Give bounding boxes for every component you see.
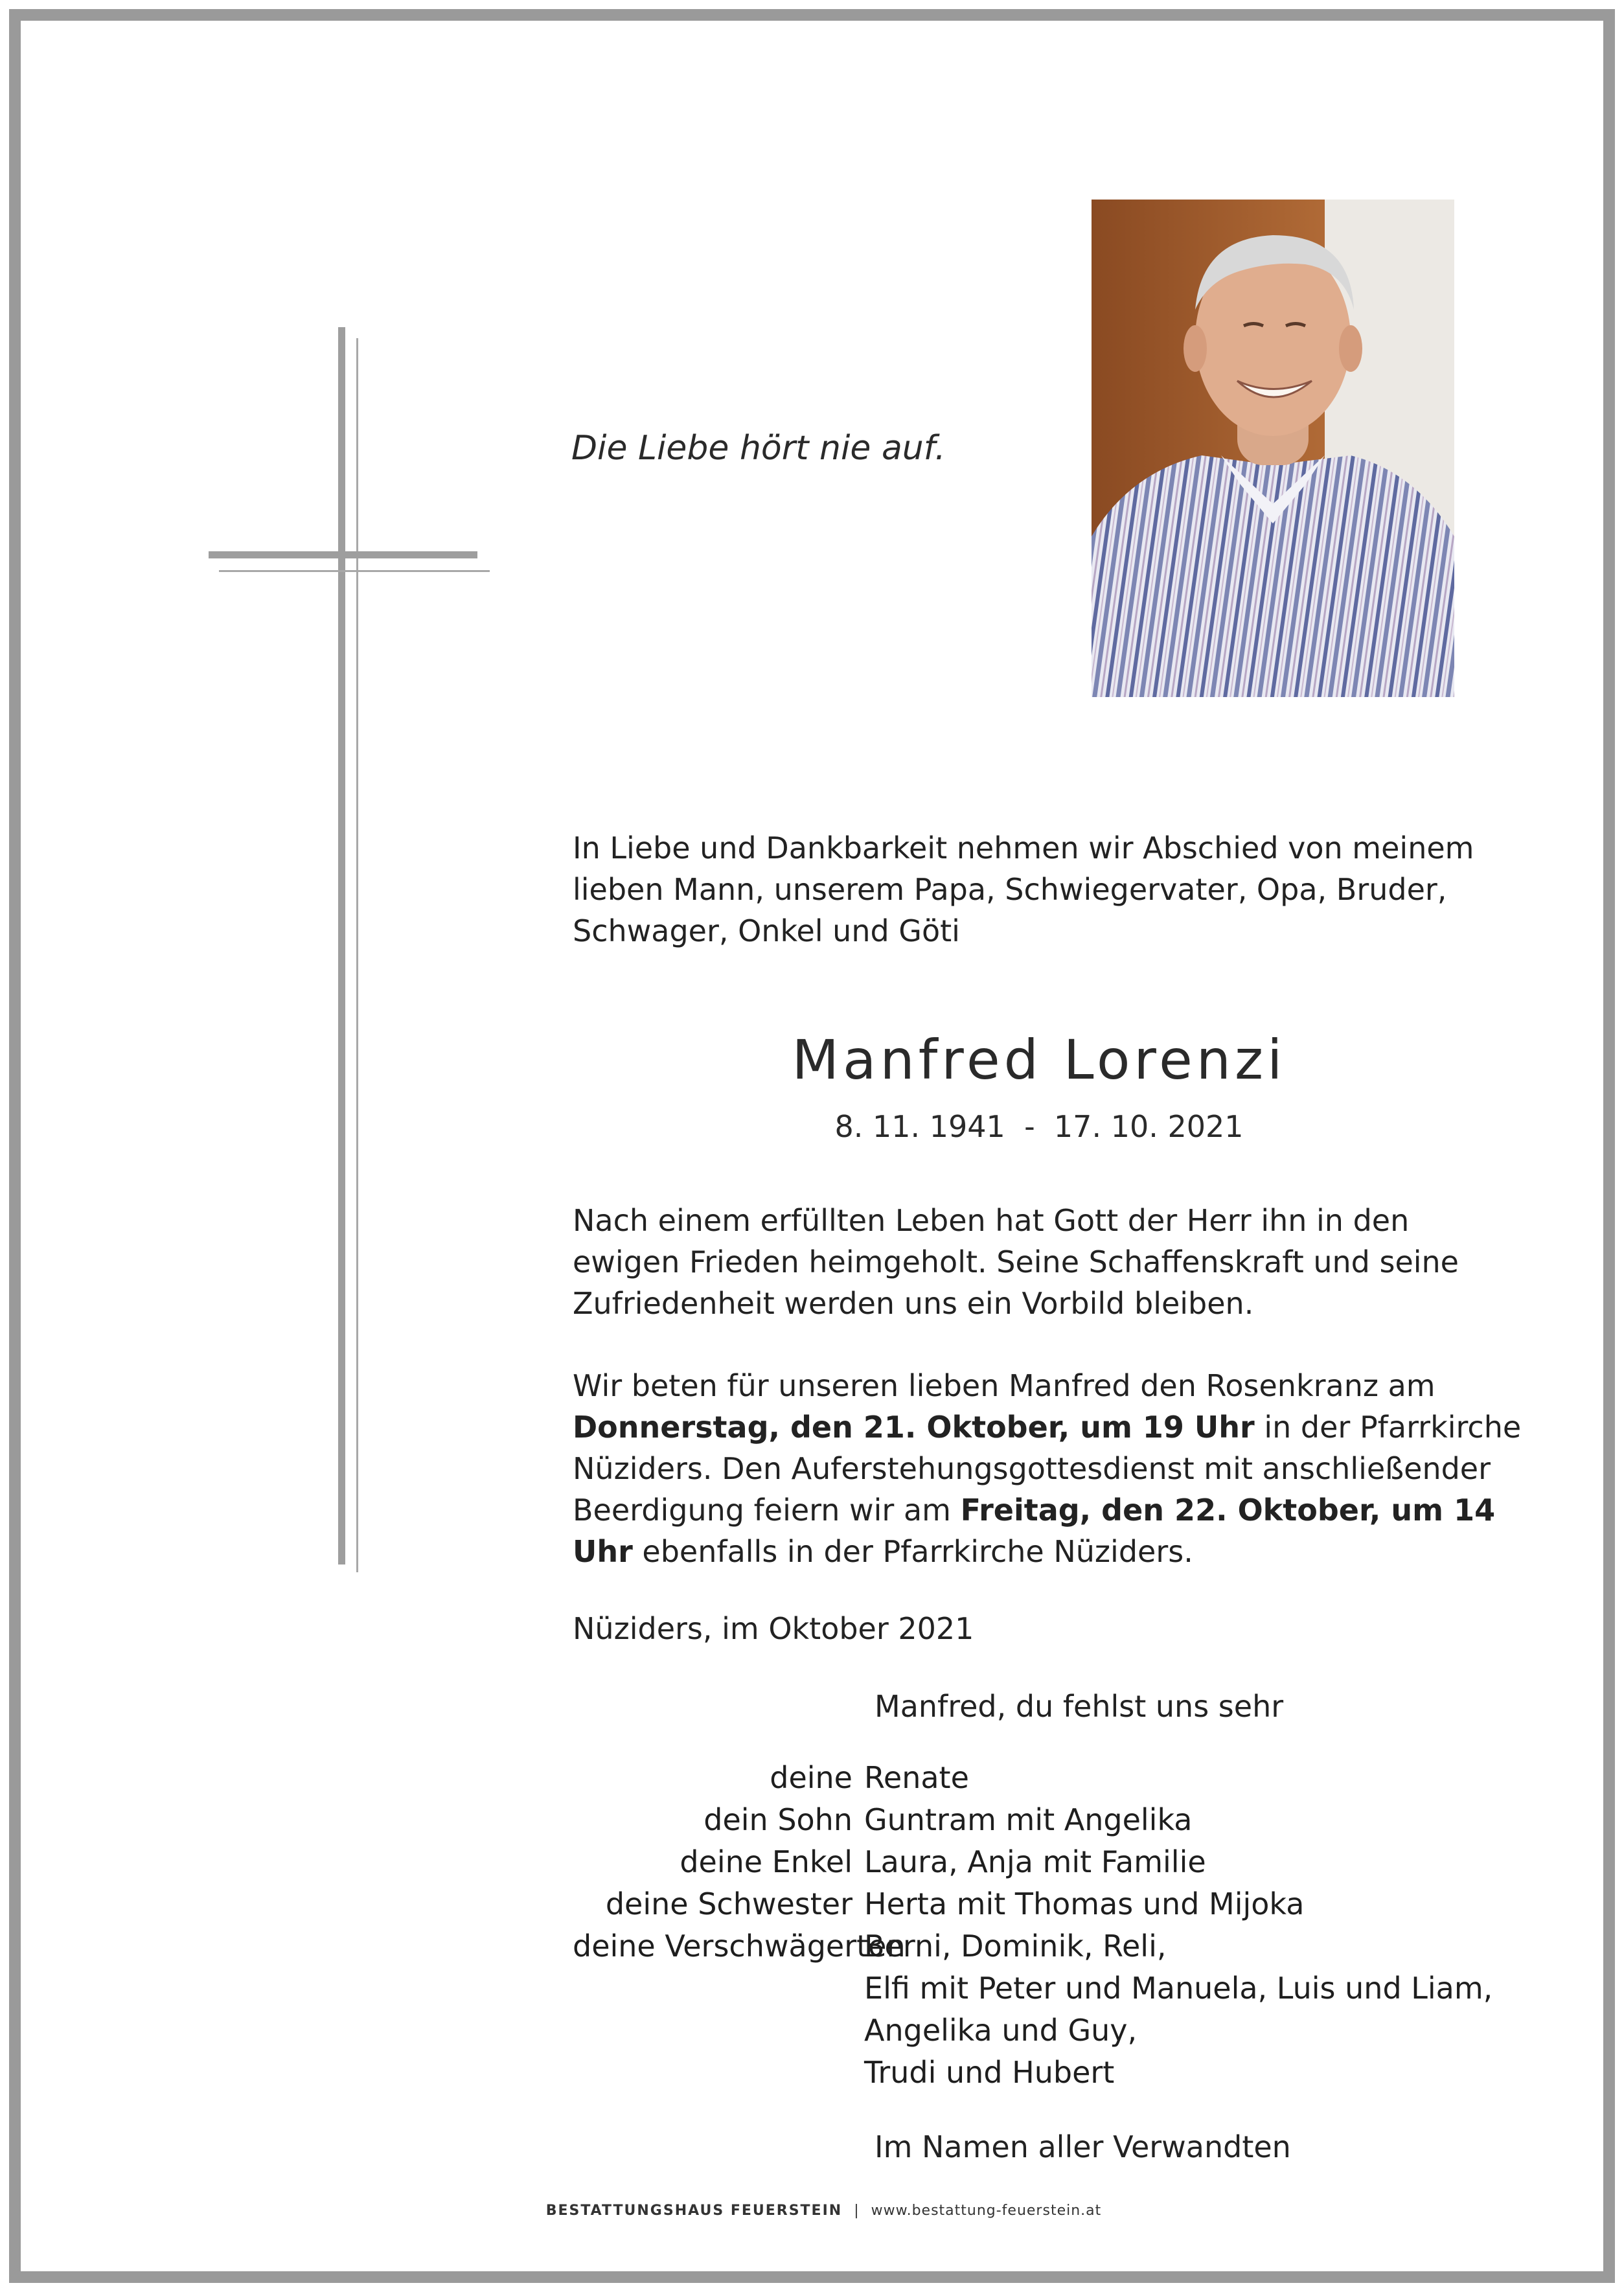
mourners-list bbox=[573, 1757, 1518, 2094]
website-link[interactable]: www.bestattung-feuerstein.at bbox=[871, 2203, 1102, 2219]
list-item bbox=[573, 2010, 1518, 2052]
farewell-line: Manfred, du fehlst uns sehr bbox=[875, 1689, 1284, 1724]
footer-separator: | bbox=[854, 2203, 860, 2219]
mourner-names: Laura, Anja mit Familie bbox=[864, 1844, 1206, 1879]
footer bbox=[21, 2203, 1624, 2219]
relation: deine bbox=[770, 1760, 852, 1795]
list-item bbox=[573, 2052, 1518, 2094]
list-item bbox=[573, 1757, 1518, 1799]
portrait-photo bbox=[1092, 200, 1454, 697]
services-text: Wir beten für unseren lieben Manfred den Rosenkranz am bbox=[573, 1368, 1435, 1403]
intro-text: In Liebe und Dankbarkeit nehmen wir Abschied von meinem lieben Mann, unserem Papa, Schwiegervater, Opa, Bruder, Schwager, Onkel und Göti bbox=[573, 831, 1474, 948]
list-item bbox=[573, 1925, 1518, 1967]
obituary-card bbox=[9, 9, 1615, 2283]
paragraph-services bbox=[573, 1365, 1525, 1572]
mourner-names: Guntram mit Angelika bbox=[864, 1802, 1193, 1837]
closing-line: Im Namen aller Verwandten bbox=[875, 2129, 1291, 2164]
relation: deine Schwester bbox=[605, 1886, 852, 1921]
life-dates: 8. 11. 1941 - 17. 10. 2021 bbox=[834, 1109, 1244, 1144]
mourner-names: Trudi und Hubert bbox=[864, 2055, 1115, 2090]
mourner-names: Herta mit Thomas und Mijoka bbox=[864, 1886, 1305, 1921]
deceased-name: Manfred Lorenzi bbox=[792, 1028, 1287, 1092]
list-item bbox=[573, 1841, 1518, 1883]
mourner-names: Angelika und Guy, bbox=[864, 2013, 1138, 2048]
relation bbox=[573, 1967, 864, 2010]
list-item bbox=[573, 1967, 1518, 2010]
mourner-names: Elfi mit Peter und Manuela, Luis und Liam, bbox=[864, 1971, 1493, 2006]
paragraph-life: Nach einem erfüllten Leben hat Gott der Herr ihn in den ewigen Frieden heimgeholt. Seine Schaffenskraft und seine Zufriedenheit werden uns ein Vorbild bleiben. bbox=[573, 1203, 1459, 1321]
relation: deine Enkel bbox=[680, 1844, 852, 1879]
services-text: in der Pfarrkirche Nüziders. Den Auferstehungsgottesdienst mit anschließender Beerdigung feiern wir am bbox=[573, 1410, 1522, 1528]
services-text: ebenfalls in der Pfarrkirche Nüziders. bbox=[632, 1534, 1193, 1569]
relation bbox=[573, 2010, 864, 2052]
relation bbox=[573, 2052, 864, 2094]
relation: dein Sohn bbox=[703, 1802, 852, 1837]
list-item bbox=[573, 1799, 1518, 1841]
relation: deine Verschwägerten bbox=[573, 1929, 906, 1964]
motto-quote: Die Liebe hört nie auf. bbox=[571, 429, 946, 468]
mourner-names: Berni, Dominik, Reli, bbox=[864, 1929, 1167, 1964]
rosary-date: Donnerstag, den 21. Oktober, um 19 Uhr bbox=[573, 1410, 1255, 1445]
mourner-names: Renate bbox=[864, 1760, 969, 1795]
place-date: Nüziders, im Oktober 2021 bbox=[573, 1611, 974, 1646]
company-name: BESTATTUNGSHAUS FEUERSTEIN bbox=[545, 2203, 843, 2219]
list-item bbox=[573, 1883, 1518, 1925]
funeral-date: Freitag, den 22. Oktober, um 14 Uhr bbox=[573, 1493, 1496, 1569]
